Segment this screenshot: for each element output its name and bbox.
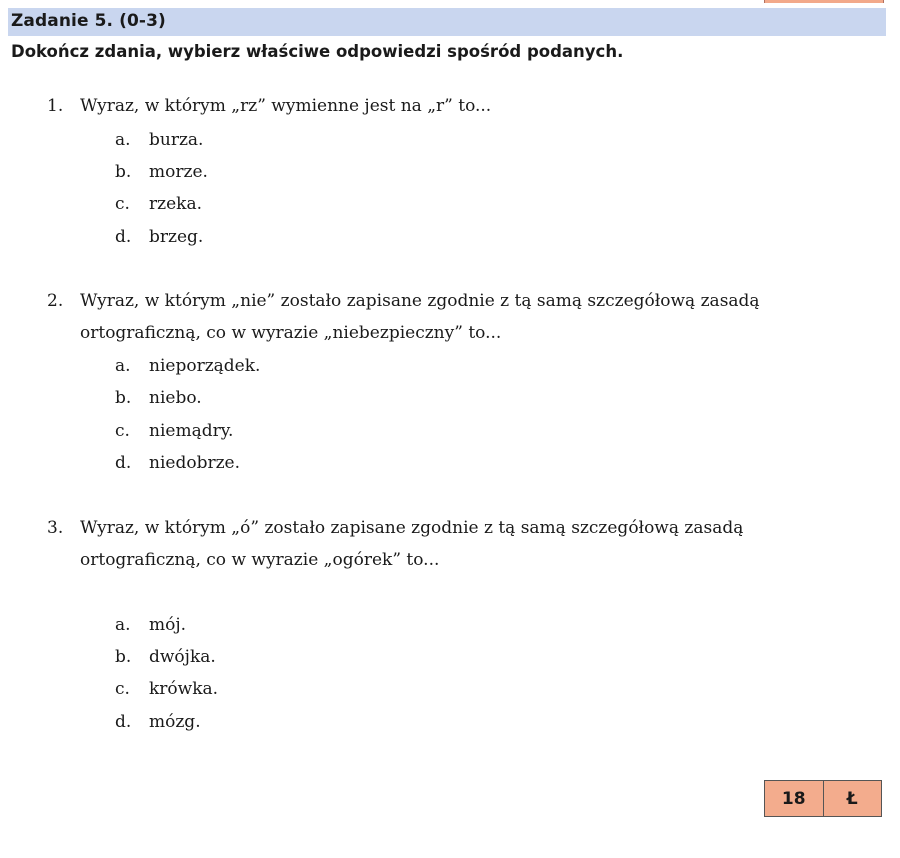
option-letter: b. [115, 388, 132, 408]
option-3c[interactable] [115, 673, 218, 705]
option-letter: b. [115, 162, 132, 182]
option-1b[interactable] [115, 156, 208, 188]
option-2d[interactable] [115, 447, 240, 479]
page-letter: Ł [823, 781, 882, 816]
question-text: Wyraz, w którym „rz” wymienne jest na „r” to... [80, 96, 492, 116]
option-2a[interactable] [115, 350, 260, 382]
task-title: Zadanie 5. (0-3) [11, 11, 166, 31]
question-number: 1. [47, 96, 64, 116]
page-number: 18 [781, 788, 806, 809]
option-letter: c. [115, 194, 130, 214]
option-letter: a. [115, 130, 131, 150]
option-letter: c. [115, 679, 130, 699]
question-text-line-2: ortograficzną, co w wyrazie „ogórek” to... [80, 550, 440, 570]
option-1c[interactable] [115, 188, 202, 220]
option-text: niemądry. [149, 421, 234, 441]
question-number: 3. [47, 518, 64, 538]
option-letter: d. [115, 453, 132, 473]
option-letter: b. [115, 647, 132, 667]
option-text: mój. [149, 615, 187, 635]
option-text: nieporządek. [149, 356, 261, 376]
option-letter: d. [115, 712, 132, 732]
option-3b[interactable] [115, 641, 216, 673]
question-text-line-2: ortograficzną, co w wyrazie „niebezpieczny” to... [80, 323, 502, 343]
option-text: burza. [149, 130, 204, 150]
option-text: niebo. [149, 388, 202, 408]
option-text: rzeka. [149, 194, 202, 214]
question-text: Wyraz, w którym „ó” zostało zapisane zgodnie z tą samą szczegółową zasadą [80, 518, 744, 538]
option-letter: a. [115, 615, 131, 635]
option-letter: a. [115, 356, 131, 376]
option-2c[interactable] [115, 415, 233, 447]
option-letter: d. [115, 227, 132, 247]
task-instruction: Dokończ zdania, wybierz właściwe odpowiedzi spośród podanych. [11, 42, 624, 61]
question-number: 2. [47, 291, 64, 311]
option-letter: c. [115, 421, 130, 441]
option-text: niedobrze. [149, 453, 240, 473]
option-1d[interactable] [115, 221, 203, 253]
page-marker-box [764, 780, 882, 817]
option-text: morze. [149, 162, 208, 182]
option-3a[interactable] [115, 609, 186, 641]
option-text: mózg. [149, 712, 201, 732]
option-text: krówka. [149, 679, 219, 699]
top-corner-marker [764, 0, 884, 3]
option-3d[interactable] [115, 706, 201, 738]
option-2b[interactable] [115, 382, 202, 414]
option-text: brzeg. [149, 227, 204, 247]
question-text: Wyraz, w którym „nie” zostało zapisane zgodnie z tą samą szczegółową zasadą [80, 291, 760, 311]
option-text: dwójka. [149, 647, 216, 667]
option-1a[interactable] [115, 124, 203, 156]
